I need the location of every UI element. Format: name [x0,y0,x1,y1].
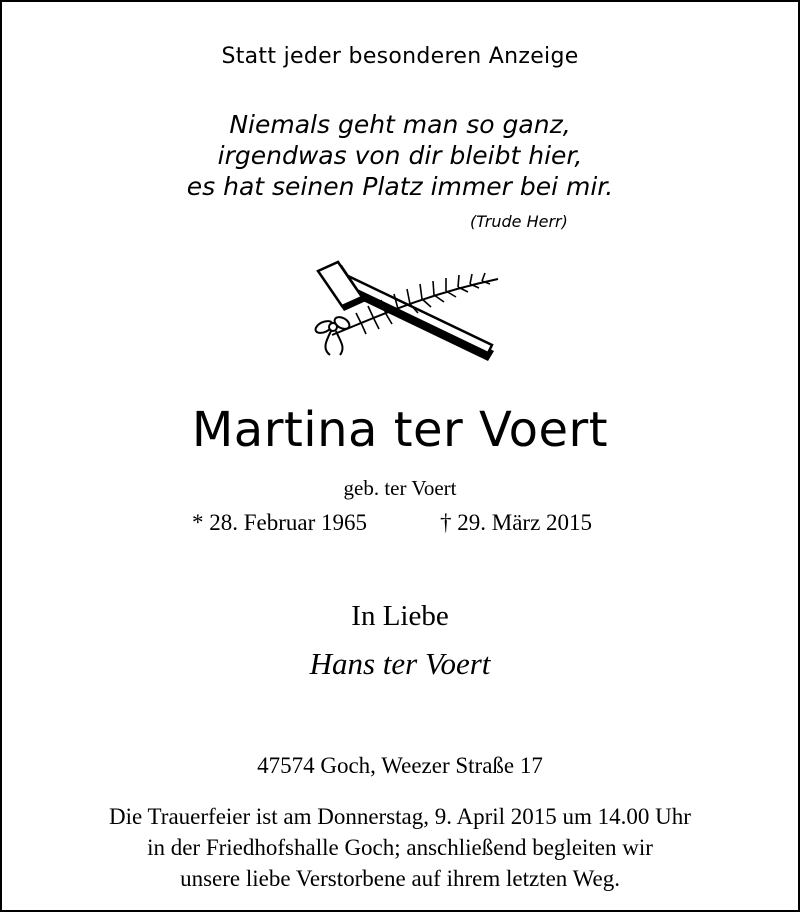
poem-author: (Trude Herr) [470,212,568,231]
birth-date: * 28. Februar 1965 [192,510,368,535]
mourners-intro: In Liebe [351,600,449,632]
headline: Statt jeder besonderen Anzeige [221,44,579,69]
funeral-notice-line-2: in der Friedhofshalle Goch; anschließend begleiten wir [147,835,653,860]
funeral-notice-line-1: Die Trauerfeier ist am Donnerstag, 9. April 2015 um 14.00 Uhr [109,804,691,829]
funeral-notice-line-3: unsere liebe Verstorbene auf ihrem letzten Weg. [180,866,620,891]
mourner-name: Hans ter Voert [309,646,491,681]
birth-name: geb. ter Voert [343,476,457,500]
address: 47574 Goch, Weezer Straße 17 [257,753,543,778]
death-date: † 29. März 2015 [440,510,593,535]
deceased-name: Martina ter Voert [191,402,609,458]
poem-line-2: irgendwas von dir bleibt hier, [217,141,583,170]
poem-line-3: es hat seinen Platz immer bei mir. [186,172,614,201]
poem-line-1: Niemals geht man so ganz, [229,110,571,139]
cross-with-palm-branch-icon [302,257,502,367]
